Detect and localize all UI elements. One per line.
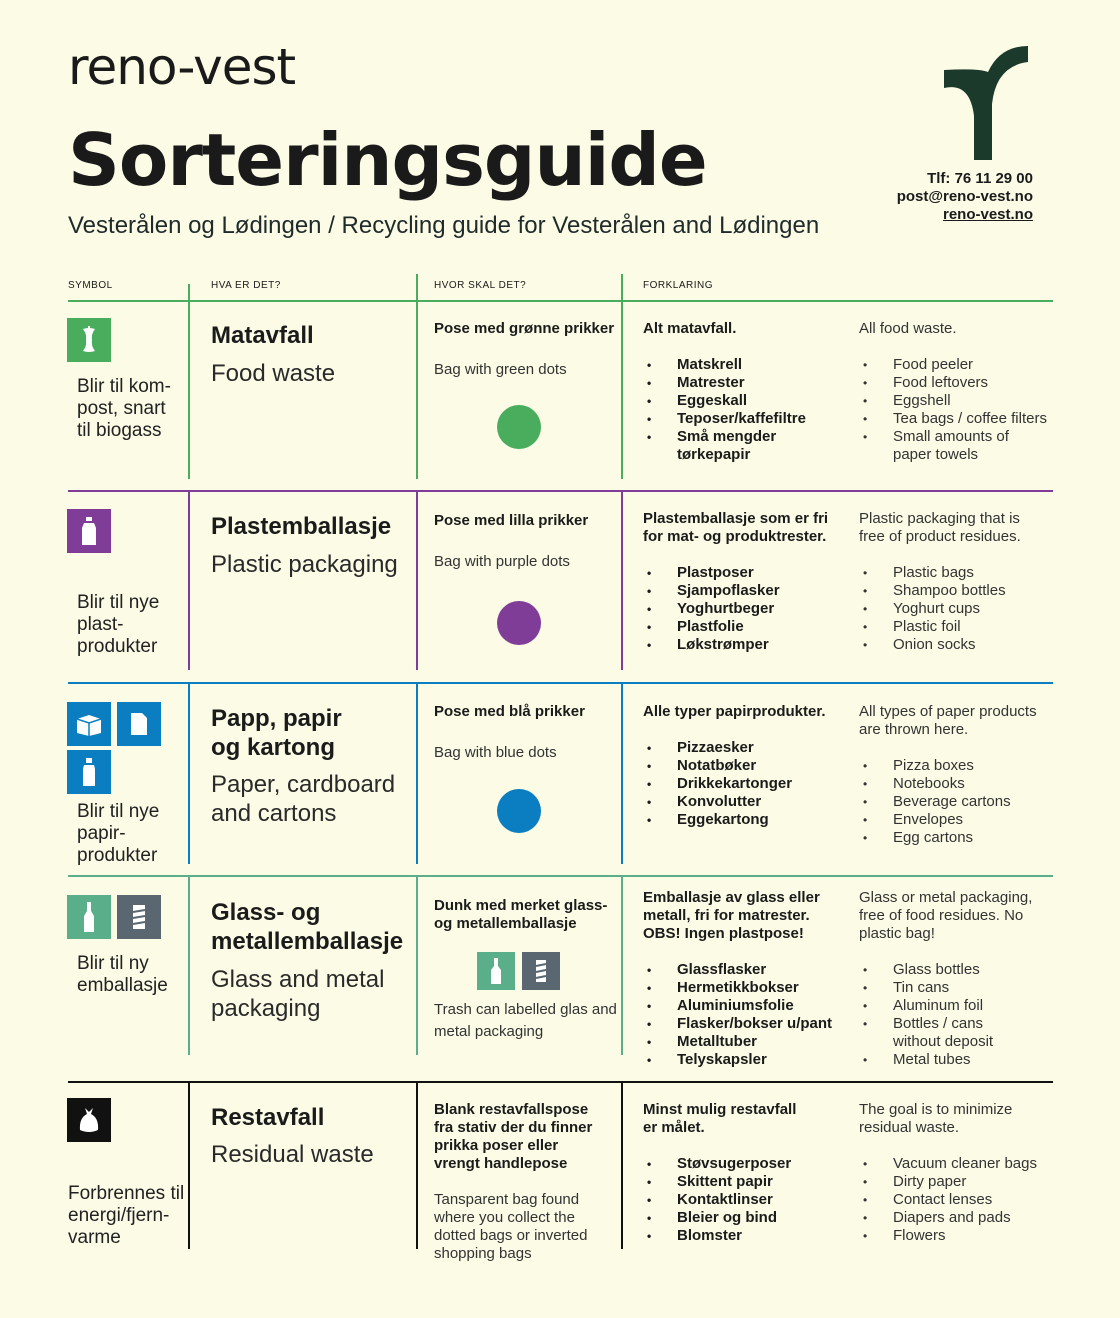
category-name-no: Restavfall: [211, 1104, 325, 1131]
examples-no-list: [643, 961, 853, 1069]
where-en: Trash can labelled glas and metal packaging: [434, 1001, 617, 1040]
list-item: • Blomster: [643, 1227, 853, 1245]
divider-glass: [68, 875, 1053, 877]
vline: [621, 1081, 623, 1249]
paper-sheet-icon: [117, 702, 161, 746]
examples-no-list: [643, 1155, 853, 1245]
category-name-no: Glass- og metallemballasje: [211, 899, 404, 955]
green-dot: [497, 405, 541, 449]
row-note: Blir til kom- post, snart til biogass: [77, 376, 171, 441]
list-item: • Yoghurtbeger: [643, 600, 853, 618]
list-item: • Plastfolie: [643, 618, 853, 636]
vline: [188, 1081, 190, 1249]
vline: [621, 875, 623, 1055]
list-item: • Food leftovers: [859, 374, 1059, 392]
list-item: • Bleier og bind: [643, 1209, 853, 1227]
divider-paper: [68, 682, 1053, 684]
where-no: Blank restavfallspose fra stativ der du finner prikka poser eller vrengt handlepose: [434, 1101, 593, 1172]
where-no: Dunk med merket glass- og metallemballasje: [434, 897, 608, 932]
explanation-no: Alle typer papirprodukter.: [643, 703, 826, 720]
list-item: • Eggshell: [859, 392, 1059, 410]
where-en: Bag with blue dots: [434, 744, 557, 761]
vline: [188, 682, 190, 864]
glass-bottle-icon: [67, 895, 111, 939]
list-item: • Drikkekartonger: [643, 775, 853, 793]
list-item: • Eggekartong: [643, 811, 853, 829]
list-item: • Flasker/bokser u/pant: [643, 1015, 853, 1033]
where-en: Tansparent bag found where you collect the dotted bags or inverted shopping bags: [434, 1191, 588, 1262]
list-item: • Konvolutter: [643, 793, 853, 811]
list-item: • Onion socks: [859, 636, 1059, 654]
examples-en-list: [859, 564, 1059, 654]
list-item: • Envelopes: [859, 811, 1059, 829]
divider-food: [68, 300, 1053, 302]
where-no: Pose med lilla prikker: [434, 512, 589, 529]
examples-no-list: [643, 564, 853, 654]
col-header-symbol: SYMBOL: [68, 280, 113, 291]
vline: [416, 875, 418, 1055]
category-name-en: Paper, cardboard and cartons: [211, 771, 396, 827]
row-note: Forbrennes til energi/fjern- varme: [68, 1183, 185, 1248]
category-name-no: Papp, papir og kartong: [211, 705, 342, 761]
list-item: • Plastic foil: [859, 618, 1059, 636]
list-item: • Hermetikkbokser: [643, 979, 853, 997]
list-item: • Contact lenses: [859, 1191, 1059, 1209]
explanation-en: All food waste.: [859, 320, 957, 337]
list-item: • Notatbøker: [643, 757, 853, 775]
phone-number: Tlf: 76 11 29 00: [927, 170, 1033, 187]
where-no: Pose med blå prikker: [434, 703, 585, 720]
category-name-en: Residual waste: [211, 1141, 374, 1168]
list-item: • Matskrell: [643, 356, 853, 374]
list-item: • Beverage cartons: [859, 793, 1059, 811]
list-item: • Aluminiumsfolie: [643, 997, 853, 1015]
trash-bag-icon: [67, 1098, 111, 1142]
brand-logo-text: reno-vest: [68, 38, 296, 96]
col-header-explanation: FORKLARING: [643, 280, 714, 291]
purple-dot: [497, 601, 541, 645]
list-item: • Pizza boxes: [859, 757, 1059, 775]
list-item: • Flowers: [859, 1227, 1059, 1245]
row-note: Blir til nye plast- produkter: [77, 592, 160, 657]
list-item: • Støvsugerposer: [643, 1155, 853, 1173]
explanation-no: Alt matavfall.: [643, 320, 737, 337]
category-name-en: Glass and metal packaging: [211, 966, 385, 1022]
list-item: • Tea bags / coffee filters: [859, 410, 1059, 428]
vline: [188, 284, 190, 479]
list-item: • Telyskapsler: [643, 1051, 853, 1069]
list-item: • Glassflasker: [643, 961, 853, 979]
list-item: • Eggeskall: [643, 392, 853, 410]
list-item: • Skittent papir: [643, 1173, 853, 1191]
explanation-en: Glass or metal packaging, free of food residues. No plastic bag!: [859, 889, 1033, 942]
list-item: • Glass bottles: [859, 961, 1059, 979]
list-item: • Notebooks: [859, 775, 1059, 793]
vline: [416, 1081, 418, 1249]
list-item: • Food peeler: [859, 356, 1059, 374]
examples-en-list: [859, 757, 1059, 847]
blue-dot: [497, 789, 541, 833]
list-item: • Aluminum foil: [859, 997, 1059, 1015]
list-item: • Yoghurt cups: [859, 600, 1059, 618]
list-item: • Løkstrømper: [643, 636, 853, 654]
list-item: • Bottles / cans without deposit: [859, 1015, 1013, 1051]
where-no: Pose med grønne prikker: [434, 320, 615, 337]
vline: [188, 875, 190, 1055]
where-en: Bag with purple dots: [434, 553, 570, 570]
category-name-en: Plastic packaging: [211, 551, 398, 578]
list-item: • Small amounts of paper towels: [859, 428, 1033, 464]
metal-can-icon: [117, 895, 161, 939]
examples-no-list: [643, 356, 853, 464]
list-item: • Små mengder tørkepapir: [643, 428, 817, 464]
metal-can-icon: [522, 952, 560, 990]
page-title: Sorteringsguide: [68, 118, 707, 202]
category-name-en: Food waste: [211, 360, 336, 387]
carton-icon: [67, 750, 111, 794]
divider-plastic: [68, 490, 1053, 492]
list-item: • Dirty paper: [859, 1173, 1059, 1191]
examples-en-list: [859, 356, 1059, 464]
col-header-what: HVA ER DET?: [211, 280, 281, 291]
website-link[interactable]: reno-vest.no: [942, 206, 1033, 223]
where-en: Bag with green dots: [434, 361, 567, 378]
brand-logo-icon: [940, 44, 1032, 160]
glass-bottle-icon: [477, 952, 515, 990]
vline: [621, 682, 623, 864]
plastic-bottle-icon: [67, 509, 111, 553]
list-item: • Metalltuber: [643, 1033, 853, 1051]
list-item: • Tin cans: [859, 979, 1059, 997]
list-item: • Kontaktlinser: [643, 1191, 853, 1209]
apple-core-icon: [67, 318, 111, 362]
vline: [416, 274, 418, 479]
examples-en-list: [859, 961, 1059, 1069]
list-item: • Plastic bags: [859, 564, 1059, 582]
list-item: • Metal tubes: [859, 1051, 1059, 1069]
list-item: • Diapers and pads: [859, 1209, 1059, 1227]
list-item: • Pizzaesker: [643, 739, 853, 757]
explanation-en: All types of paper products are thrown here.: [859, 703, 1037, 738]
explanation-no: Plastemballasje som er fri for mat- og produktrester.: [643, 510, 829, 545]
explanation-en: The goal is to minimize residual waste.: [859, 1101, 1013, 1136]
list-item: • Plastposer: [643, 564, 853, 582]
category-name-no: Plastemballasje: [211, 513, 392, 540]
list-item: • Shampoo bottles: [859, 582, 1059, 600]
contact-block: [897, 170, 1033, 224]
examples-no-list: [643, 739, 853, 829]
list-item: • Matrester: [643, 374, 853, 392]
list-item: • Sjampoflasker: [643, 582, 853, 600]
email-link[interactable]: post@reno-vest.no: [896, 188, 1033, 205]
vline: [416, 682, 418, 864]
examples-en-list: [859, 1155, 1059, 1245]
list-item: • Vacuum cleaner bags: [859, 1155, 1059, 1173]
cardboard-box-icon: [67, 702, 111, 746]
vline: [416, 490, 418, 670]
vline: [188, 490, 190, 670]
vline: [621, 274, 623, 479]
row-note: Blir til ny emballasje: [77, 953, 168, 996]
col-header-where: HVOR SKAL DET?: [434, 280, 527, 291]
list-item: • Egg cartons: [859, 829, 1059, 847]
page-subtitle: Vesterålen og Lødingen / Recycling guide for Vesterålen and Lødingen: [68, 212, 820, 239]
explanation-en: Plastic packaging that is free of product residues.: [859, 510, 1021, 545]
divider-residual: [68, 1081, 1053, 1083]
list-item: • Teposer/kaffefiltre: [643, 410, 853, 428]
explanation-no: Minst mulig restavfall er målet.: [643, 1101, 797, 1136]
category-name-no: Matavfall: [211, 322, 314, 349]
row-note: Blir til nye papir- produkter: [77, 801, 160, 866]
explanation-no: Emballasje av glass eller metall, fri for matrester. OBS! Ingen plastpose!: [643, 889, 820, 942]
vline: [621, 490, 623, 670]
